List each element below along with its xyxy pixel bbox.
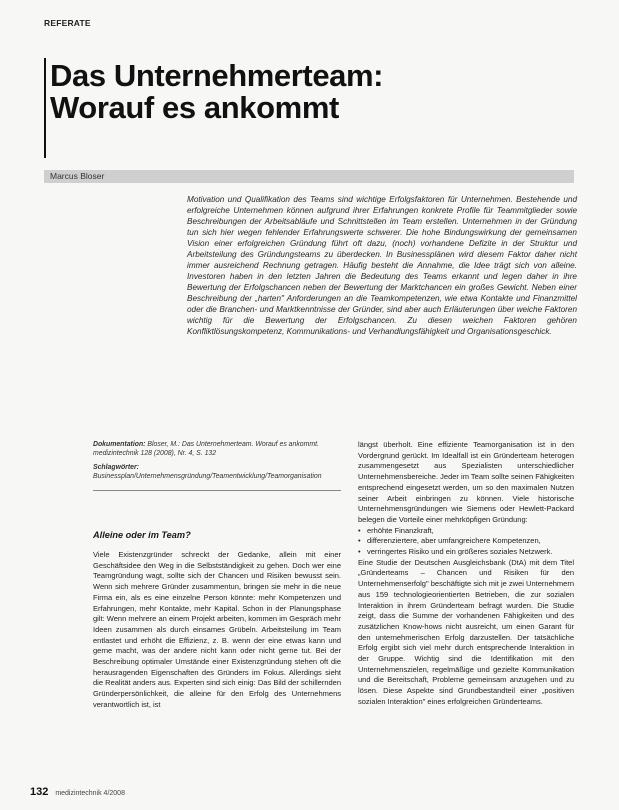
section-heading: Alleine oder im Team? [93, 530, 191, 540]
section-tag: REFERATE [44, 18, 91, 28]
documentation-block [93, 440, 341, 486]
author-bar [44, 170, 574, 183]
keywords-label: Schlagwörter: [93, 464, 139, 471]
left-column [93, 530, 341, 711]
article-title [50, 60, 383, 124]
documentation-label: Dokumentation: [93, 441, 146, 448]
documentation-entry [93, 440, 341, 458]
page-footer [30, 786, 125, 798]
left-column-text: Viele Existenzgründer schreckt der Gedanke, allein mit einer Geschäftsidee den Weg in die Selbstständigkeit zu gehen. Doch wer eine Teamgründung wagt, sollte sich der Chancen und Risiken bewusst sein. Wenn sich mehrere Gründer zusammentun, bringen sie mehr in die neue Firma ein, als es eine einzelne Person könnte: mehr Kompetenzen und Erfahrungen, mehr Kontakte, mehr Kapital. Schon in der Planungsphase gilt: Wenn mehrere an einem Projekt arbeiten, kommen im Gespräch mehr Ideen zusammen als durch einsames Grübeln. Arbeitsteilung im Team entlastet und erhöht die Effizienz, z. B. wenn der eine etwas kann und gerne macht, was der andere nicht kann oder nicht gerne tut. Bei der Beschreibung optimaler Umstände einer Existenzgründung stehen oft die herausragenden Eigenschaften des Gründers im Fokus. Allerdings sieht die Realität anders aus. Experten sind sich einig: Das Bild der schillernden Gründerpersönlichkeit, die alleine für den Erfolg des Unternehmens verantwortlich ist, ist [93, 550, 341, 709]
journal-issue: medizintechnik 4/2008 [55, 790, 125, 797]
advantages-list [358, 526, 574, 558]
author-name: Marcus Bloser [50, 171, 105, 181]
right-column [358, 440, 574, 708]
keywords-text: Businessplan/Unternehmensgründung/Teamentwicklung/Teamorganisation [93, 473, 322, 480]
abstract: Motivation und Qualifikation des Teams sind wichtige Erfolgsfaktoren für Unternehmen. Bestehende und erfolgreiche Unternehmen können aufgrund ihrer Erfahrungen konkrete Profile für Teammitglieder sowie Beschreibungen der Arbeitsabläufe und Schnittstellen im Team erstellen. Unternehmen in der Gründung tun sich hier wegen fehlender Erfahrungswerte schwerer. Die hohe Bindungswirkung der gemeinsamen Vision einer erfolgreichen Gründung führt oft dazu, (noch) vorhandene Defizite in der Struktur und Arbeitsteilung des Gründungsteams zu überdecken. In Businessplänen wird diesem Faktor daher nicht immer ausreichend Rechnung getragen. Häufig besteht die Annahme, die Idee trägt sich von alleine. Investoren haben in den letzten Jahren die Bedeutung des Teams erkannt und legen daher in ihre Bewertung der Erfolgschancen neben der Bewertung der Marktchancen ein großes Gewicht. Neben einer Beschreibung der „harten" Anforderungen an die Teamkompetenzen, wie etwa Kontakte und Finanzmittel oder die Branchen- und Marktkenntnisse der Gründer, sind aber auch Erläuterungen über weiche Faktoren wichtig für die Bewertung der Erfolgschancen. Zu diesen weichen Faktoren gehören Konfliktlösungskompetenz, Kommunikations- und Verhandlungsfähigkeit und Organisationsgeschick. [187, 195, 577, 336]
title-line-2: Worauf es ankommt [50, 90, 339, 125]
right-column-text: Eine Studie der Deutschen Ausgleichsbank (DtA) mit dem Titel „Gründerteams – Chancen und Risiken für den Unternehmenserfolg" beschäftigte sich mit je zwei Unternehmern aus 159 technologieorientierten Betrieben, die zur sozialen Interaktion in ihrem Gründerteam befragt wurden. Die Studie zeigt, dass die Summe der vorhandenen Fähigkeiten und des zusätzlichen Know-hows nicht ausreicht, um einen Garant für den unternehmerischen Erfolg darzustellen. Der tatsächliche Erfolg ergibt sich viel mehr durch entsprechende Interaktion in der Gruppe. Wichtig sind die Identifikation mit den Unternehmenszielen, regelmäßige und gezielte Kommunikation und die Bereitschaft, Probleme gemeinsam anzugehen und zu lösen. Diese Aspekte sind Grundbestandteil einer „positiven sozialen Interaktion" eines erfolgreichen Gründerteams. [358, 557, 574, 706]
title-rule [44, 58, 46, 158]
title-line-1: Das Unternehmerteam: [50, 58, 384, 93]
list-item: • erhöhte Finanzkraft, [358, 526, 574, 537]
documentation-divider [93, 490, 341, 491]
list-item: • differenziertere, aber umfangreichere Kompetenzen, [358, 536, 574, 547]
page-number: 132 [30, 786, 49, 798]
documentation-text: Bloser, M.: Das Unternehmerteam. Worauf es ankommt. medizintechnik 128 (2008), Nr. 4, S. 132 [93, 441, 319, 457]
list-item: • verringertes Risiko und ein größeres soziales Netzwerk. [358, 547, 574, 558]
keywords-entry [93, 463, 341, 481]
right-column-intro: längst überholt. Eine effiziente Teamorganisation ist in den Vordergrund gerückt. Im Idealfall ist ein Gründerteam heterogen zusammengesetzt aus Spezialisten unterschiedlicher Unternehmensbereiche. Jeder im Team sollte seinen Fähigkeiten entsprechend eingesetzt werden, um so den maximalen Nutzen seiner Arbeit einbringen zu können. Viele historische Unternehmensgründungen wie Siemens oder Hewlett-Packard belegen die Vorteile einer mehrköpfigen Gründung: [358, 440, 574, 524]
